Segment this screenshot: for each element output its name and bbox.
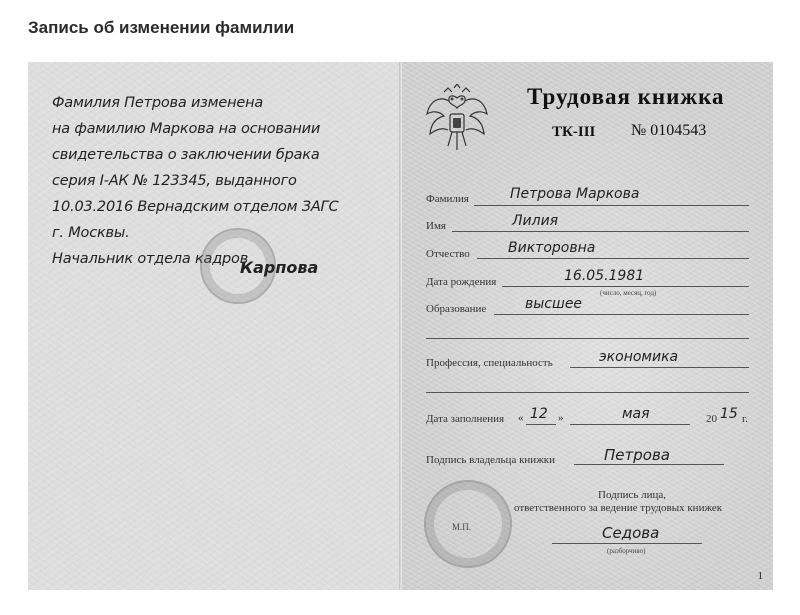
coat-of-arms-icon xyxy=(422,84,492,164)
name-line xyxy=(452,231,749,232)
name-label: Имя xyxy=(426,220,446,232)
fill-year-unit: г. xyxy=(742,413,749,425)
patronymic-value: Викторовна xyxy=(508,240,596,256)
hr-head-signature: Карпова xyxy=(240,258,319,277)
owner-signature-line xyxy=(574,464,724,465)
surname-line xyxy=(474,205,749,206)
patronymic-label: Отчество xyxy=(426,248,470,260)
fill-month-line xyxy=(570,424,690,425)
right-page xyxy=(402,62,773,590)
note-line: свидетельства о заключении брака xyxy=(52,147,320,163)
note-line: Фамилия Петрова изменена xyxy=(52,95,264,111)
note-line: 10.03.2016 Вернадским отделом ЗАГС xyxy=(52,199,339,215)
responsible-signature-line xyxy=(552,543,702,544)
birth-date-value: 16.05.1981 xyxy=(564,268,645,284)
fill-month-value: мая xyxy=(622,406,650,422)
profession-value: экономика xyxy=(599,349,679,365)
note-line: г. Москвы. xyxy=(52,225,130,241)
close-quote-mark: » xyxy=(558,412,564,424)
name-change-note xyxy=(52,90,338,272)
birth-date-label: Дата рождения xyxy=(426,276,497,288)
note-line: на фамилию Маркова на основании xyxy=(52,121,321,137)
birth-date-hint: (число, месяц, год) xyxy=(600,289,657,297)
series-code: ТК-III xyxy=(552,124,596,140)
fill-year-value: 15 xyxy=(720,406,738,422)
owner-signature-label: Подпись владельца книжки xyxy=(426,454,556,466)
owner-signature-value: Петрова xyxy=(604,446,670,464)
patronymic-line xyxy=(477,258,749,259)
profession-label: Профессия, специальность xyxy=(426,357,553,369)
responsible-label-line-1: Подпись лица, xyxy=(598,489,667,501)
fill-day-value: 12 xyxy=(530,406,548,422)
responsible-label-line-2: ответственного за ведение трудовых книжек xyxy=(514,502,723,514)
page-number: 1 xyxy=(757,570,763,582)
birth-date-line xyxy=(502,286,749,287)
profession-line-2 xyxy=(426,392,749,393)
education-line-2 xyxy=(426,338,749,339)
document-number: № 0104543 xyxy=(631,122,707,139)
responsible-hint: (разборчиво) xyxy=(607,547,646,555)
note-line: Начальник отдела кадров xyxy=(52,251,249,267)
fill-day-line xyxy=(526,424,556,425)
left-page xyxy=(28,62,402,590)
stamp-place-label: М.П. xyxy=(452,522,472,532)
document-title: Трудовая книжка xyxy=(527,84,725,109)
page-title: Запись об изменении фамилии xyxy=(28,18,295,37)
education-label: Образование xyxy=(426,303,487,315)
responsible-signature-value: Седова xyxy=(602,524,660,542)
open-quote-mark: « xyxy=(518,412,524,424)
surname-label: Фамилия xyxy=(426,193,469,205)
fill-year-prefix: 20 xyxy=(706,413,717,425)
note-line: серия I-АК № 123345, выданного xyxy=(52,173,297,189)
education-line xyxy=(494,314,749,315)
name-value: Лилия xyxy=(512,213,559,229)
surname-value: Петрова Маркова xyxy=(510,186,640,202)
education-value: высшее xyxy=(525,296,583,312)
profession-line xyxy=(570,367,749,368)
fill-date-label: Дата заполнения xyxy=(426,413,505,425)
work-book-spread xyxy=(28,62,773,590)
